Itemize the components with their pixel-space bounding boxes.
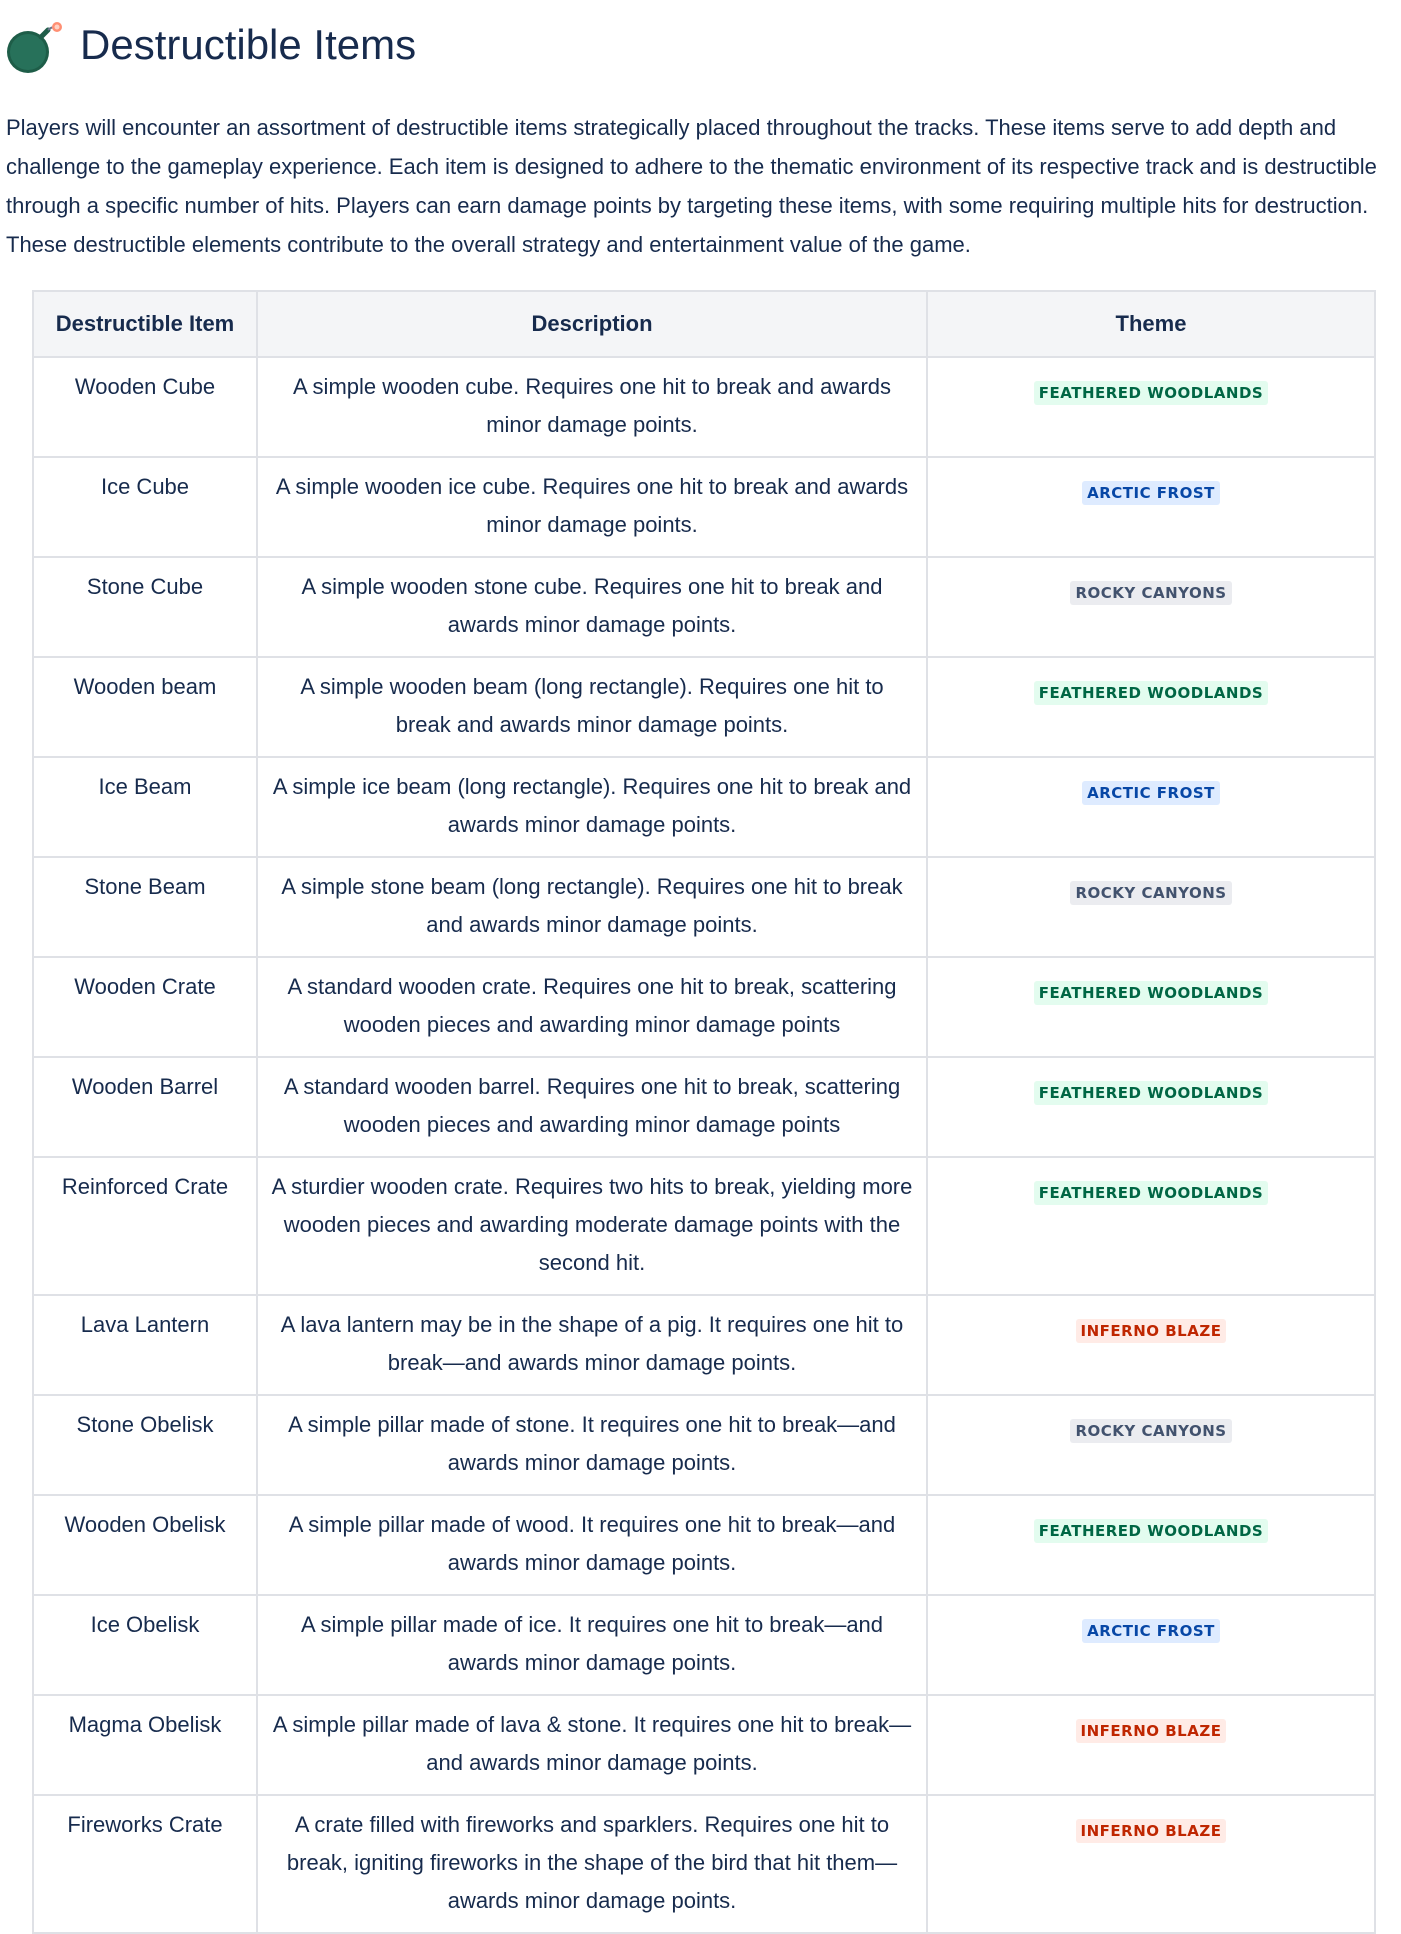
destructible-items-table-wrap [32,290,1374,1934]
item-name-cell: Wooden Barrel [33,1057,257,1157]
column-header-description: Description [257,291,927,357]
column-header-item: Destructible Item [33,291,257,357]
theme-lozenge: FEATHERED WOODLANDS [1034,681,1268,705]
item-description-cell: A standard wooden barrel. Requires one hit to break, scattering wooden pieces and awarding minor damage points [257,1057,927,1157]
item-description-cell: A standard wooden crate. Requires one hit to break, scattering wooden pieces and awarding minor damage points [257,957,927,1057]
theme-cell [927,457,1375,557]
theme-cell [927,857,1375,957]
theme-lozenge: FEATHERED WOODLANDS [1034,381,1268,405]
table-row [33,1295,1375,1395]
theme-lozenge: ARCTIC FROST [1082,781,1220,805]
item-description-cell: A simple pillar made of stone. It requires one hit to break—and awards minor damage points. [257,1395,927,1495]
item-name-cell: Wooden beam [33,657,257,757]
item-name-cell: Ice Beam [33,757,257,857]
theme-lozenge: ARCTIC FROST [1082,1619,1220,1643]
theme-cell [927,1595,1375,1695]
destructible-items-table [32,290,1376,1934]
theme-lozenge: FEATHERED WOODLANDS [1034,1181,1268,1205]
item-name-cell: Wooden Crate [33,957,257,1057]
table-row [33,1495,1375,1595]
table-body [33,357,1375,1933]
item-name-cell: Ice Cube [33,457,257,557]
item-description-cell: A crate filled with fireworks and sparklers. Requires one hit to break, igniting fireworks in the shape of the bird that hit them—awards minor damage points. [257,1795,927,1933]
theme-cell [927,1057,1375,1157]
item-description-cell: A simple pillar made of ice. It requires one hit to break—and awards minor damage points. [257,1595,927,1695]
page-title: Destructible Items [80,21,417,68]
theme-lozenge: ROCKY CANYONS [1070,881,1231,905]
table-row [33,457,1375,557]
column-header-theme: Theme [927,291,1375,357]
theme-cell [927,557,1375,657]
item-description-cell: A sturdier wooden crate. Requires two hits to break, yielding more wooden pieces and awarding moderate damage points with the second hit. [257,1157,927,1295]
item-description-cell: A simple stone beam (long rectangle). Requires one hit to break and awards minor damage points. [257,857,927,957]
theme-cell [927,1157,1375,1295]
theme-cell [927,1395,1375,1495]
bomb-icon [4,18,62,76]
table-row [33,357,1375,457]
item-description-cell: A simple pillar made of lava & stone. It requires one hit to break—and awards minor damage points. [257,1695,927,1795]
theme-cell [927,1795,1375,1933]
table-row [33,1157,1375,1295]
table-row [33,957,1375,1057]
item-description-cell: A simple wooden beam (long rectangle). Requires one hit to break and awards minor damage points. [257,657,927,757]
theme-cell [927,1295,1375,1395]
item-name-cell: Stone Beam [33,857,257,957]
theme-cell [927,1695,1375,1795]
theme-lozenge: FEATHERED WOODLANDS [1034,981,1268,1005]
item-name-cell: Wooden Cube [33,357,257,457]
item-description-cell: A simple wooden stone cube. Requires one hit to break and awards minor damage points. [257,557,927,657]
theme-lozenge: INFERNO BLAZE [1076,1319,1227,1343]
theme-lozenge: ARCTIC FROST [1082,481,1220,505]
item-description-cell: A lava lantern may be in the shape of a pig. It requires one hit to break—and awards minor damage points. [257,1295,927,1395]
theme-cell [927,657,1375,757]
table-row [33,1395,1375,1495]
item-description-cell: A simple ice beam (long rectangle). Requires one hit to break and awards minor damage points. [257,757,927,857]
table-row [33,857,1375,957]
table-row [33,1595,1375,1695]
theme-lozenge: INFERNO BLAZE [1076,1819,1227,1843]
table-row [33,1795,1375,1933]
item-name-cell: Wooden Obelisk [33,1495,257,1595]
theme-lozenge: ROCKY CANYONS [1070,581,1231,605]
theme-lozenge: ROCKY CANYONS [1070,1419,1231,1443]
theme-cell [927,1495,1375,1595]
theme-lozenge: FEATHERED WOODLANDS [1034,1519,1268,1543]
table-row [33,1695,1375,1795]
theme-cell [927,757,1375,857]
theme-lozenge: INFERNO BLAZE [1076,1719,1227,1743]
item-name-cell: Stone Cube [33,557,257,657]
theme-lozenge: FEATHERED WOODLANDS [1034,1081,1268,1105]
item-description-cell: A simple pillar made of wood. It requires one hit to break—and awards minor damage points. [257,1495,927,1595]
item-description-cell: A simple wooden ice cube. Requires one hit to break and awards minor damage points. [257,457,927,557]
item-name-cell: Magma Obelisk [33,1695,257,1795]
item-name-cell: Ice Obelisk [33,1595,257,1695]
page-header [0,0,1401,90]
table-row [33,557,1375,657]
item-name-cell: Reinforced Crate [33,1157,257,1295]
item-name-cell: Stone Obelisk [33,1395,257,1495]
table-row [33,1057,1375,1157]
item-name-cell: Fireworks Crate [33,1795,257,1933]
item-description-cell: A simple wooden cube. Requires one hit to break and awards minor damage points. [257,357,927,457]
table-header-row [33,291,1375,357]
table-row [33,657,1375,757]
theme-cell [927,357,1375,457]
table-row [33,757,1375,857]
item-name-cell: Lava Lantern [33,1295,257,1395]
theme-cell [927,957,1375,1057]
intro-paragraph: Players will encounter an assortment of destructible items strategically placed throughout the tracks. These items serve to add depth and challenge to the gameplay experience. Each item is designed to adhere to the thematic environment of its respective track and is destructible through a specific number of hits. Players can earn damage points by targeting these items, with some requiring multiple hits for destruction. These destructible elements contribute to the overall strategy and entertainment value of the game. [6,115,1377,257]
